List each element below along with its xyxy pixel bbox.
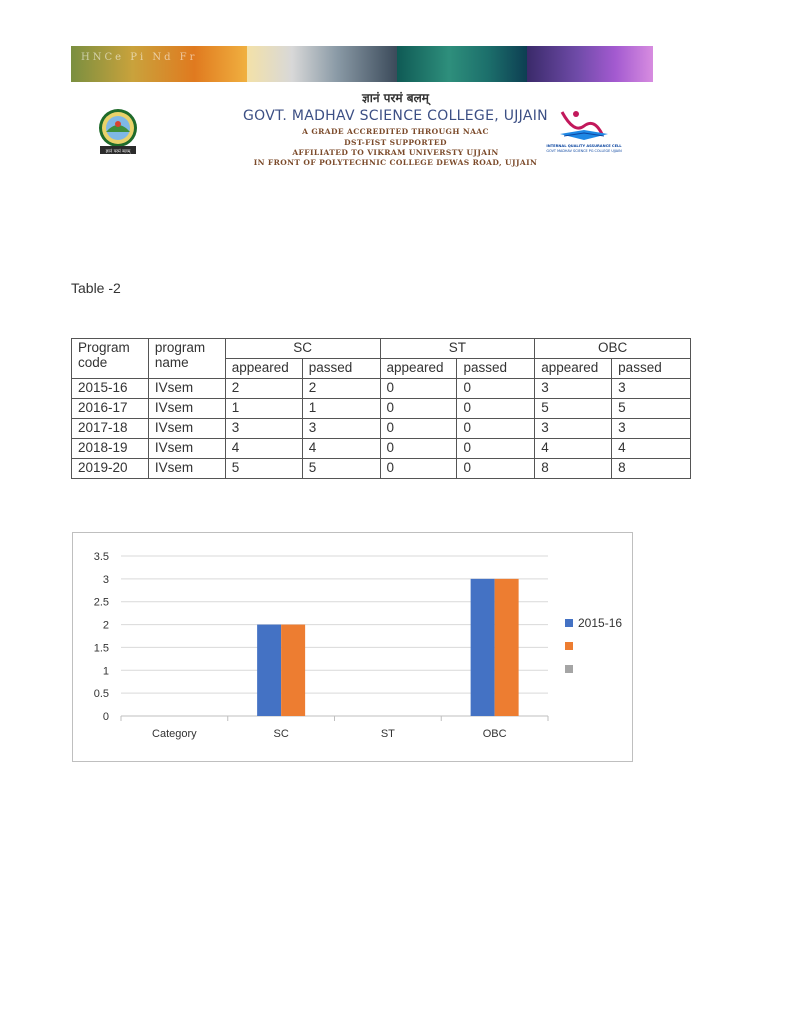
table-cell: 3 [302,419,380,439]
subheader-cell: passed [457,359,535,379]
naac-line: A GRADE ACCREDITED THROUGH NAAC [302,127,489,136]
y-tick-label: 3.5 [93,551,109,563]
table-header-row [72,339,691,359]
table-cell: IVsem [148,379,225,399]
x-tick-label: Category [152,728,197,740]
bar-sc-series-2 [281,625,305,716]
legend-swatch [565,642,573,650]
college-name: GOVT. MADHAV SCIENCE COLLEGE, UJJAIN [243,108,548,124]
table-cell: 5 [612,399,691,419]
x-tick-label: SC [273,728,289,740]
category-bar-chart [73,533,632,761]
affiliation-line: AFFILIATED TO VIKRAM UNIVERSTY UJJAIN [292,148,499,157]
table-cell: 0 [380,399,457,419]
banner-segment-atoms [527,46,653,82]
table-caption: Table -2 [71,280,121,296]
table-cell: 3 [612,419,691,439]
table-cell: 2017-18 [72,419,149,439]
table-cell: 2016-17 [72,399,149,419]
header-group-st: ST [380,339,535,359]
subheader-cell: passed [302,359,380,379]
y-tick-label: 3 [102,573,109,586]
dst-line: DST-FIST SUPPORTED [344,138,447,147]
table-cell: 1 [225,399,302,419]
legend-label: 2015-16 [578,616,623,630]
header-group-obc: OBC [535,339,691,359]
table-cell: 0 [380,379,457,399]
bar-sc-series-1 [257,625,281,716]
table-cell: IVsem [148,459,225,479]
header-banner [71,46,653,82]
table-row [72,379,691,399]
header-program-code: Program code [72,339,149,379]
y-tick-label: 2 [102,619,109,632]
table-cell: 4 [612,439,691,459]
chart-frame [72,532,633,762]
table-cell: 0 [380,459,457,479]
table-cell: IVsem [148,419,225,439]
table-cell: IVsem [148,439,225,459]
subheader-cell: passed [612,359,691,379]
table-cell: 3 [535,379,612,399]
y-tick-label: 0 [102,711,109,723]
college-motto: ज्ञानं परमं बलम् [362,91,429,105]
table-cell: 2 [302,379,380,399]
college-seal-logo [91,106,145,156]
banner-segment-molecule [397,46,527,82]
table-cell: 2015-16 [72,379,149,399]
table-row [72,439,691,459]
table-cell: 5 [302,459,380,479]
bar-obc-series-1 [471,579,495,716]
iqac-line1: INTERNAL QUALITY ASSURANCE CELL [546,144,622,148]
table-cell: 8 [612,459,691,479]
header-program-name: program name [148,339,225,379]
y-tick-label: 2.5 [93,596,109,609]
table-body [72,379,691,479]
table-cell: 0 [380,439,457,459]
y-tick-label: 1 [102,665,109,678]
table-row [72,419,691,439]
table-cell: 3 [535,419,612,439]
iqac-logo [532,104,636,156]
bar-obc-series-2 [495,579,519,716]
seal-caption: ज्ञानं परमं बलम् [105,149,131,155]
table-cell: 4 [302,439,380,459]
header-group-sc: SC [225,339,380,359]
table-row [72,459,691,479]
banner-segment-chemistry [71,46,247,82]
table-row [72,399,691,419]
table-cell: 8 [535,459,612,479]
table-cell: 0 [457,399,535,419]
table-cell: 0 [457,379,535,399]
table-cell: 2019-20 [72,459,149,479]
iqac-line2: GOVT MADHAV SCIENCE PG COLLEGE UJJAIN [546,149,622,153]
table-cell: 5 [535,399,612,419]
table-cell: 2 [225,379,302,399]
results-table [71,338,691,479]
y-tick-label: 1.5 [93,642,109,655]
banner-segment-robot [247,46,397,82]
table-cell: 4 [535,439,612,459]
address-line: IN FRONT OF POLYTECHNIC COLLEGE DEWAS ROAD, UJJAIN [253,158,538,167]
subheader-cell: appeared [535,359,612,379]
table-cell: 2018-19 [72,439,149,459]
x-tick-label: ST [380,728,395,740]
table-cell: 0 [457,439,535,459]
table-cell: 0 [380,419,457,439]
table-cell: IVsem [148,399,225,419]
table-cell: 3 [612,379,691,399]
legend-swatch [565,665,573,673]
table-cell: 0 [457,419,535,439]
table-cell: 5 [225,459,302,479]
subheader-cell: appeared [380,359,457,379]
table-cell: 1 [302,399,380,419]
table-cell: 4 [225,439,302,459]
table-cell: 3 [225,419,302,439]
legend-swatch [565,619,573,627]
table-cell: 0 [457,459,535,479]
y-tick-label: 0.5 [93,688,109,701]
subheader-cell: appeared [225,359,302,379]
x-tick-label: OBC [482,728,507,740]
banner-text: HNCe Pi Nd Fr [81,52,198,63]
